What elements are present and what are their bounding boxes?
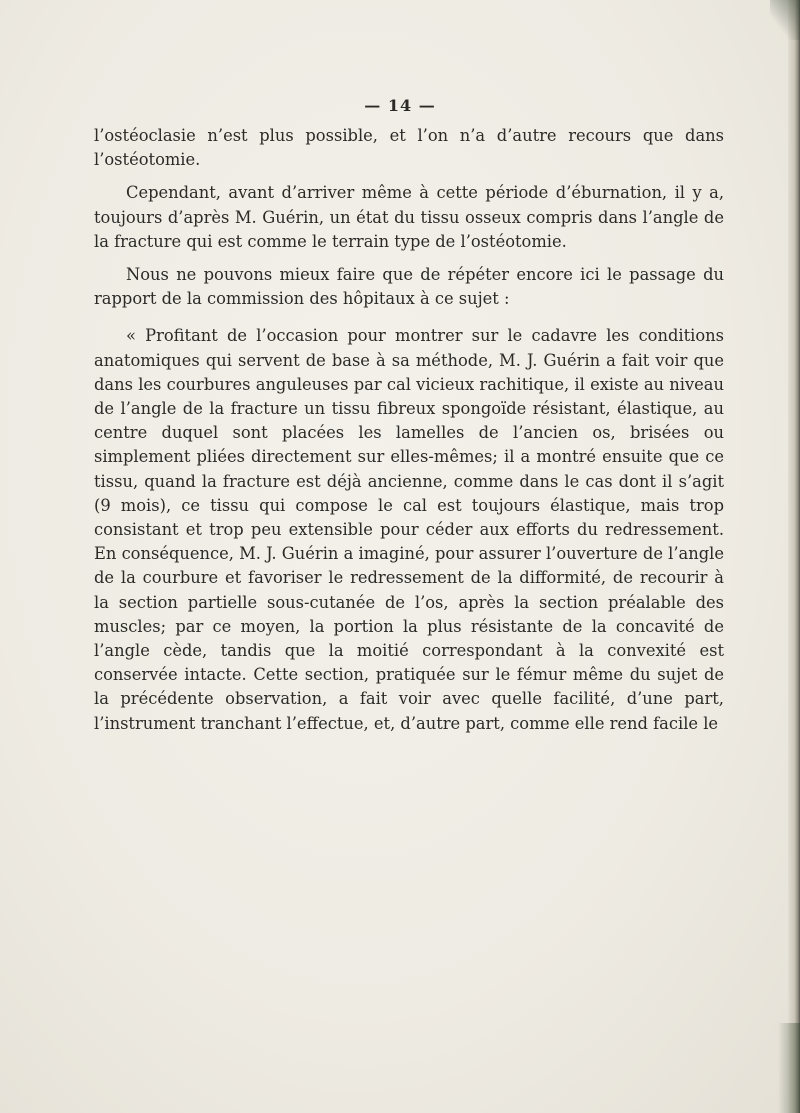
body-text (94, 124, 724, 736)
paragraph-2: Cependant, avant d’arriver même à cette période d’éburnation, il y a, toujours d’après M. Guérin, un état du tissu osseux compris dans l’angle de la fracture qui est comme le terrain type de l’ostéotomie. (94, 183, 724, 251)
page-edge-shadow (788, 0, 800, 1113)
paragraph-3: Nous ne pouvons mieux faire que de répéter encore ici le passage du rapport de la commission des hôpitaux à ce sujet : (94, 265, 724, 309)
page-number: — 14 — (364, 96, 436, 115)
page-corner-stain (770, 0, 800, 40)
page-corner-stain-bottom (778, 1023, 800, 1113)
paragraph-1: l’ostéoclasie n’est plus possible, et l’on n’a d’autre recours que dans l’ostéotomie. (94, 126, 724, 170)
paragraph-4-quote: « Profitant de l’occasion pour montrer sur le cadavre les conditions anatomiques qui servent de base à sa méthode, M. J. Guérin a fait voir que dans les courbures anguleuses par cal vicieux rachitique, il existe au niveau de l’angle de la fracture un tissu fibreux spongoïde résistant, élastique, au centre duquel sont placées les lamelles de l’ancien os, brisées ou simplement pliées directement sur elles-mêmes; il a montré ensuite que ce tissu, quand la fracture est déjà ancienne, comme dans le cas dont il s’agit (9 mois), ce tissu qui compose le cal est toujours élastique, mais trop consistant et trop peu extensible pour céder aux efforts du redressement. En conséquence, M. J. Guérin a imaginé, pour assurer l’ouverture de l’angle de la courbure et favoriser le redressement de la difformité, de recourir à la section partielle sous-cutanée de l’os, après la section préalable des muscles; par ce moyen, la portion la plus résistante de la concavité de l’angle cède, tandis que la moitié correspondant à la convexité est conservée intacte. Cette section, pratiquée sur le fémur même du sujet de la précédente observation, a fait voir avec quelle facilité, d’une part, l’instrument tranchant l’effectue, et, d’autre part, comme elle rend facile le (94, 326, 724, 733)
